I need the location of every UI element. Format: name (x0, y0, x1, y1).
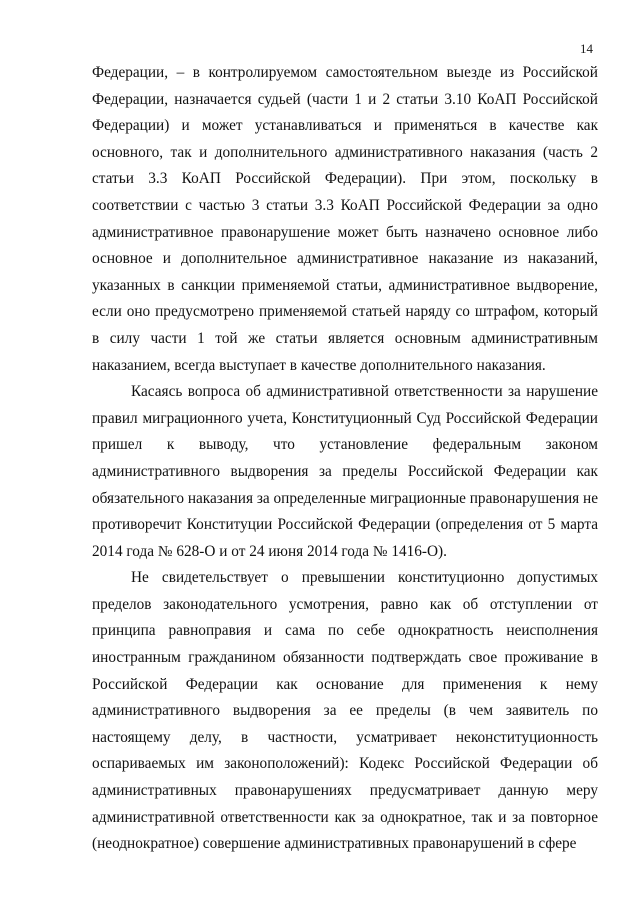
paragraph-continuation: Федерации, – в контролируемом самостоятельном выезде из Российской Федерации, назначается судьей (части 1 и 2 статьи 3.10 КоАП Российской Федерации) и может устанавливаться и применяться в качестве как основного, так и дополнительного административного наказания (часть 2 статьи 3.3 КоАП Российской Федерации). При этом, поскольку в соответствии с частью 3 статьи 3.3 КоАП Российской Федерации за одно административное правонарушение может быть назначено основное либо основное и дополнительное административное наказание из наказаний, указанных в санкции применяемой статьи, административное выдворение, если оно предусмотрено применяемой статьей наряду со штрафом, который в силу части 1 той же статьи является основным административным наказанием, всегда выступает в качестве дополнительного наказания. (92, 64, 598, 374)
paragraph-migration-registration: Касаясь вопроса об административной ответственности за нарушение правил миграционного учета, Конституционный Суд Российской Федерации пришел к выводу, что установление федеральным законом административного выдворения за пределы Российской Федерации как обязательного наказания за определенные миграционные правонарушения не противоречит Конституции Российской Федерации (определения от 5 марта 2014 года № 628-О и от 24 июня 2014 года № 1416-О). (92, 383, 598, 560)
document-body (92, 60, 598, 858)
paragraph-one-time-violation: Не свидетельствует о превышении конституционно допустимых пределов законодательного усмотрения, равно как об отступлении от принципа равноправия и сама по себе однократность неисполнения иностранным гражданином обязанности подтверждать свое проживание в Российской Федерации как основание для применения к нему административного выдворения за ее пределы (в чем заявитель по настоящему делу, в частности, усматривает неконституционность оспариваемых им законоположений): Кодекс Российской Федерации об административных правонарушениях предусматривает данную меру административной ответственности как за однократное, так и за повторное (неоднократное) совершение административных правонарушений в сфере (92, 569, 598, 853)
page-number: 14 (580, 41, 593, 56)
